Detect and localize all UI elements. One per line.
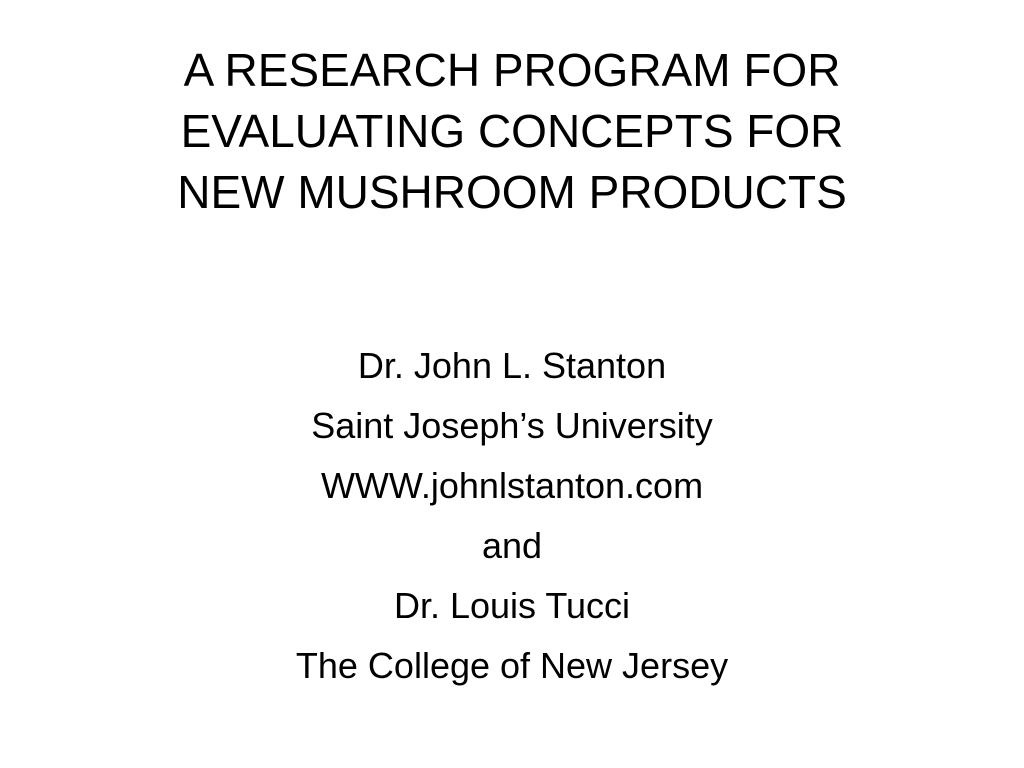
author-1-website: WWW.johnlstanton.com (320, 465, 704, 506)
author-1-name: Dr. John L. Stanton (357, 345, 667, 386)
author-1-affiliation: Saint Joseph’s University (311, 405, 713, 446)
author-2-name: Dr. Louis Tucci (393, 585, 631, 626)
author-2-affiliation: The College of New Jersey (295, 645, 729, 686)
conjunction-and: and (481, 525, 543, 566)
slide-title: A RESEARCH PROGRAM FOR EVALUATING CONCEPTS FOR NEW MUSHROOM PRODUCTS (177, 44, 847, 218)
author-block (100, 336, 924, 696)
